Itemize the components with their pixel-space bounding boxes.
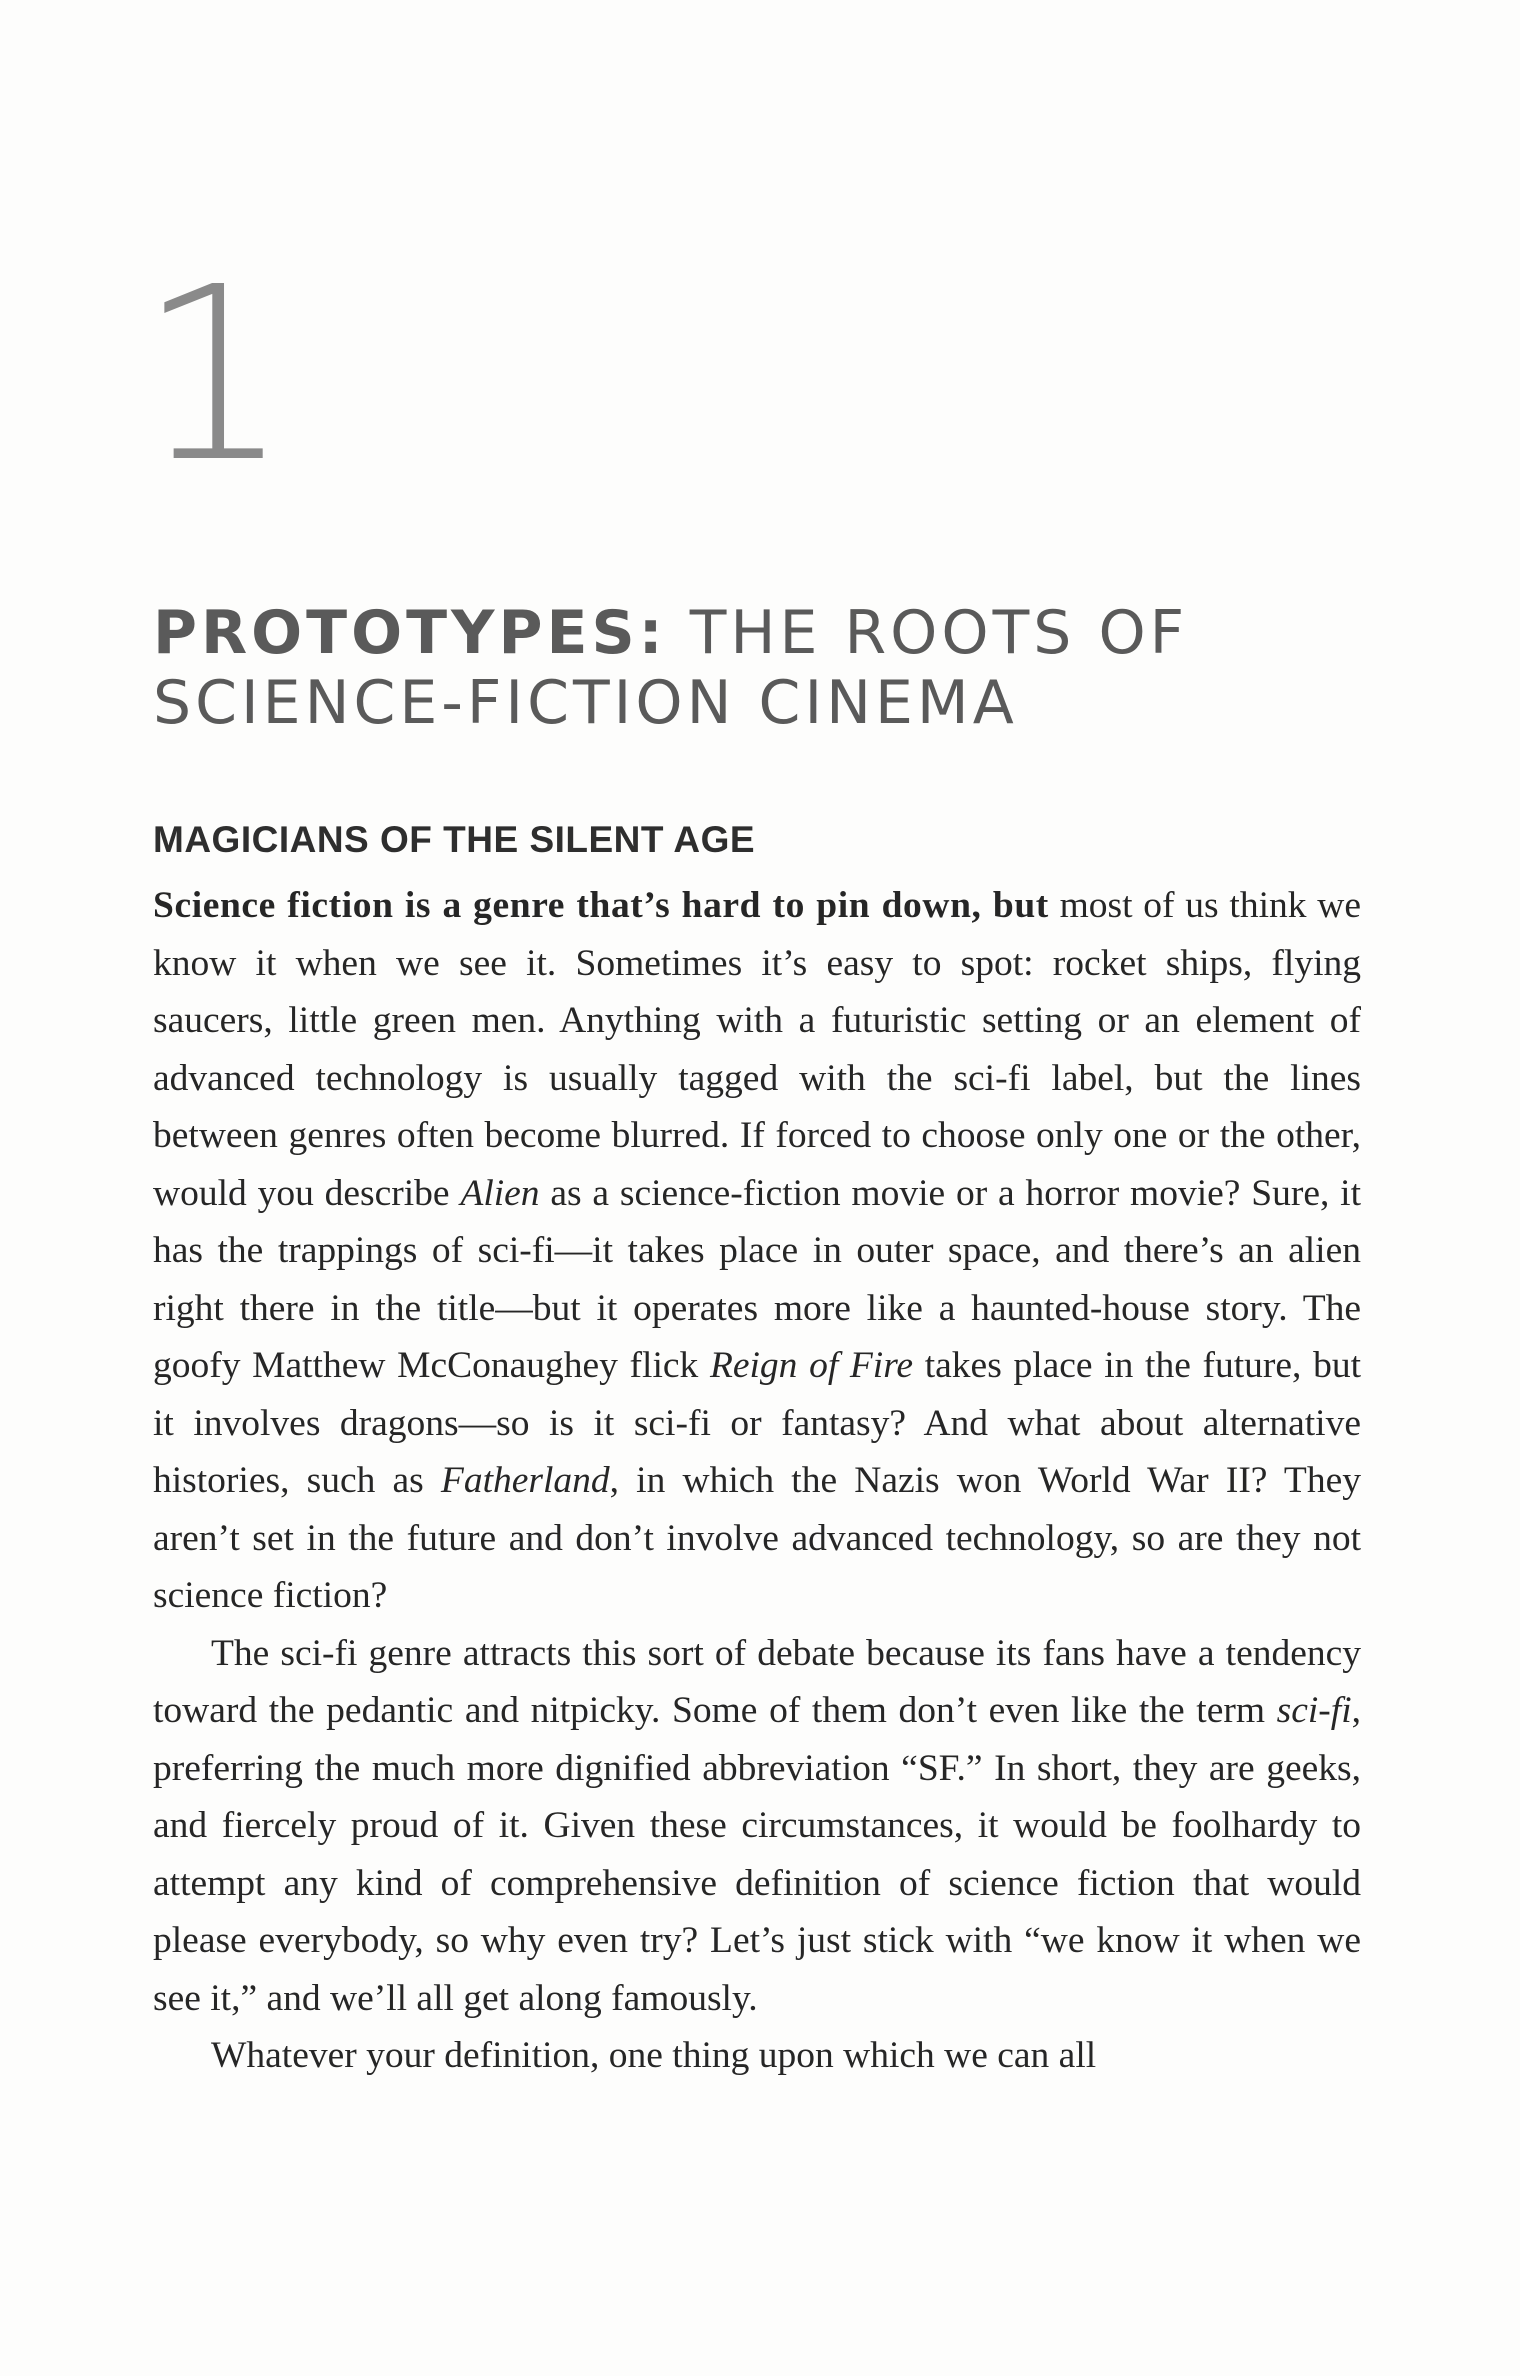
paragraph-text: most of us think we know it when we see it. Sometimes it’s easy to spot: rocket ships, flying saucers, little green men. Anything with a futuristic setting or an element of advanced technology is usually tagged with the sci-fi label, but the lines between genres often become blurred. If forced to choose only one or the other, would you describe [153, 885, 1361, 1214]
paragraph-3 [153, 2027, 1361, 2085]
chapter-title-lead: PROTOTYPES: [153, 598, 667, 668]
chapter-title [153, 598, 1373, 738]
section-heading: MAGICIANS OF THE SILENT AGE [153, 819, 756, 860]
film-title-alien: Alien [460, 1172, 540, 1214]
body-text [153, 877, 1361, 2085]
chapter-title-rest: THE ROOTS OF SCIENCE-FICTION CINEMA [153, 598, 1189, 738]
paragraph-1 [153, 877, 1361, 1625]
paragraph-text: The sci-fi genre attracts this sort of debate because its fans have a tendency toward the pedantic and nitpicky. Some of them don’t even like the term [153, 1632, 1361, 1731]
paragraph-text: , in which the Nazis won World War II? They aren’t set in the future and don’t involve advanced technology, so are they not science fiction? [153, 1460, 1361, 1616]
film-title-reign-of-fire: Reign of Fire [709, 1345, 914, 1386]
paragraph-text: as a science-fiction movie or a horror movie? Sure, it has the trappings of sci-fi—it takes place in outer space, and there’s an alien right there in the title—but it operates more like a haunted-house story. The goofy Matthew McConaughey flick [153, 1172, 1361, 1386]
term-sci-fi: sci-fi [1276, 1690, 1352, 1731]
paragraph-2 [153, 1625, 1361, 2028]
lead-in-text: Science fiction is a genre that’s hard to pin down, but [153, 885, 1049, 926]
paragraph-text: Whatever your definition, one thing upon which we can all [211, 2035, 1097, 2076]
paragraph-text: , preferring the much more dignified abbreviation “SF.” In short, they are geeks, and fiercely proud of it. Given these circumstances, it would be foolhardy to attempt any kind of comprehensive definition of science fiction that would please everybody, so why even try? Let’s just stick with “we know it when we see it,” and we’ll all get along famously. [153, 1690, 1361, 2019]
paragraph-text: takes place in the future, but it involves dragons—so is it sci-fi or fantasy? And what about alternative histories, such as [153, 1345, 1362, 1501]
film-title-fatherland: Fatherland [440, 1460, 610, 1501]
chapter-number: 1 [138, 235, 291, 515]
